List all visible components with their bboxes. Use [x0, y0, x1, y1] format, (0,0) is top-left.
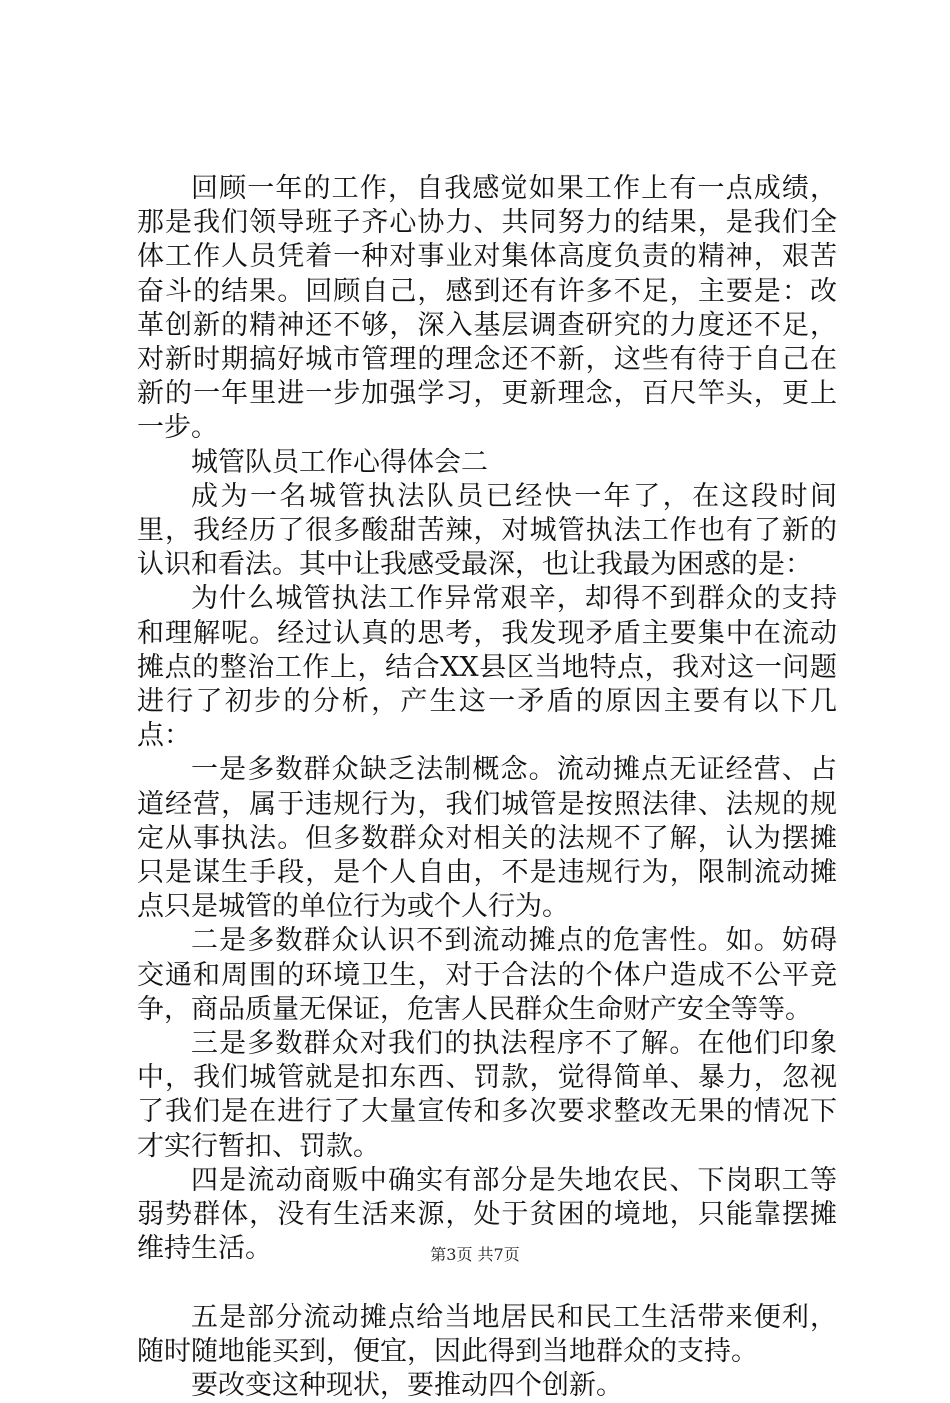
paragraph-point-one: 一是多数群众缺乏法制概念。流动摊点无证经营、占道经营，属于违规行为，我们城管是按照法律、法规的规定从事执法。但多数群众对相关的法规不了解，认为摆摊只是谋生手段，是个人自由，不是违规行为，限制流动摊点只是城管的单位行为或个人行为。	[137, 754, 837, 923]
section-heading: 城管队员工作心得体会二	[191, 446, 488, 478]
page-number: 第3页 共7页	[430, 1245, 520, 1264]
paragraph-intro: 成为一名城管执法队员已经快一年了，在这段时间里，我经历了很多酸甜苦辣，对城管执法工作也有了新的认识和看法。其中让我感受最深，也让我最为困惑的是：	[137, 480, 837, 581]
paragraph-point-two: 二是多数群众认识不到流动摊点的危害性。如。妨碍交通和周围的环境卫生，对于合法的个体户造成不公平竞争，商品质量无保证，危害人民群众生命财产安全等等。	[137, 925, 837, 1025]
paragraph-review: 回顾一年的工作，自我感觉如果工作上有一点成绩，那是我们领导班子齐心协力、共同努力的结果，是我们全体工作人员凭着一种对事业对集体高度负责的精神，艰苦奋斗的结果。回顾自己，感到还有许多不足，主要是：改革创新的精神还不够，深入基层调查研究的力度还不足，对新时期搞好城市管理的理念还不新，这些有待于自己在新的一年里进一步加强学习，更新理念，百尺竿头，更上一步。	[137, 173, 837, 444]
paragraph-point-five: 五是部分流动摊点给当地居民和民工生活带来便利，随时随地能买到，便宜，因此得到当地群众的支持。	[137, 1301, 837, 1367]
paragraph-point-four: 四是流动商贩中确实有部分是失地农民、下岗职工等弱势群体，没有生活来源，处于贫困的境地，只能靠摆摊维持生活。	[137, 1164, 837, 1265]
paragraph-question: 为什么城管执法工作异常艰辛，却得不到群众的支持和理解呢。经过认真的思考，我发现矛盾主要集中在流动摊点的整治工作上，结合XX县区当地特点，我对这一问题进行了初步的分析，产生这一矛盾的原因主要有以下几点：	[137, 583, 837, 752]
page-footer	[0, 1244, 950, 1266]
paragraph-conclusion: 要改变这种现状，要推动四个创新。	[191, 1369, 623, 1401]
document-body	[137, 172, 837, 1403]
paragraph-point-three: 三是多数群众对我们的执法程序不了解。在他们印象中，我们城管就是扣东西、罚款，觉得简单、暴力，忽视了我们是在进行了大量宣传和多次要求整改无果的情况下才实行暂扣、罚款。	[137, 1028, 837, 1162]
